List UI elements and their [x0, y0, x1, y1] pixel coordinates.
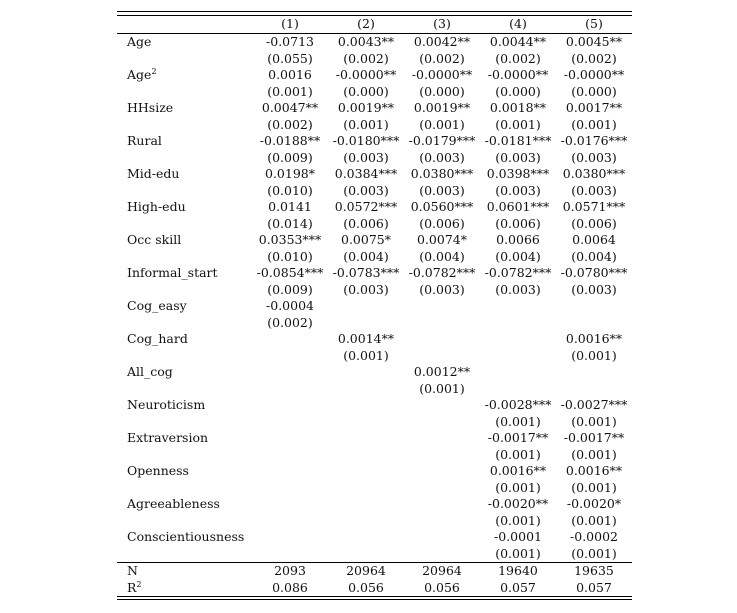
standard-error-cell: (0.003) — [571, 281, 617, 297]
coefficient-cell: 0.0014** — [337, 331, 395, 346]
variable-label — [117, 34, 252, 51]
coefficient-cell: -0.0027*** — [560, 397, 628, 412]
stat-value-cell: 19635 — [556, 563, 632, 580]
standard-error-cell: (0.002) — [343, 50, 389, 66]
coefficient-cell: -0.0180*** — [332, 133, 400, 148]
coefficient-cell: -0.0782*** — [484, 265, 552, 280]
coefficient-cell: 0.0075* — [341, 232, 391, 247]
coefficient-cell: -0.0188** — [259, 133, 321, 148]
standard-error-cell: (0.000) — [419, 83, 465, 99]
header-blank-cell — [117, 16, 252, 34]
standard-error-cell: (0.001) — [343, 347, 389, 363]
stat-value-cell: 0.056 — [348, 579, 384, 595]
coefficient-cell: -0.0000** — [487, 67, 549, 82]
coefficient-cell: -0.0000** — [411, 67, 473, 82]
coefficient-cell: 0.0018** — [489, 100, 547, 115]
standard-error-cell: (0.002) — [419, 50, 465, 66]
variable-label — [117, 331, 252, 348]
se-label-blank — [117, 348, 252, 365]
coefficient-cell: -0.0001 — [494, 529, 542, 544]
coefficient-cell: -0.0780*** — [560, 265, 628, 280]
standard-error-cell — [328, 480, 404, 497]
coefficient-cell: -0.0017** — [487, 430, 549, 445]
coefficient-cell: 0.0047** — [261, 100, 319, 115]
variable-label — [117, 199, 252, 216]
var-informal-start-coef-row — [117, 265, 632, 282]
var-hhsize-se-row — [117, 117, 632, 134]
var-agreeableness-coef-row — [117, 496, 632, 513]
coefficient-cell — [404, 529, 480, 546]
coefficient-cell — [404, 331, 480, 348]
bottom-double-rule — [117, 597, 632, 600]
var-cog-easy-coef-row — [117, 298, 632, 315]
standard-error-cell: (0.001) — [267, 83, 313, 99]
coefficient-cell: -0.0020** — [487, 496, 549, 511]
standard-error-cell: (0.003) — [495, 182, 541, 198]
standard-error-cell: (0.004) — [343, 248, 389, 264]
standard-error-cell: (0.001) — [571, 413, 617, 429]
coefficient-cell — [252, 463, 328, 480]
stat-value-cell: 20964 — [404, 563, 480, 580]
standard-error-cell — [252, 414, 328, 431]
standard-error-cell: (0.002) — [267, 314, 313, 330]
coefficient-cell — [252, 397, 328, 414]
coefficient-cell: 0.0017** — [565, 100, 623, 115]
coefficient-cell: -0.0854*** — [256, 265, 324, 280]
se-label-blank — [117, 249, 252, 266]
standard-error-cell: (0.003) — [571, 182, 617, 198]
se-label-blank — [117, 546, 252, 563]
coefficient-cell: 0.0353*** — [258, 232, 322, 247]
coefficient-cell: -0.0783*** — [332, 265, 400, 280]
coefficient-cell: -0.0713 — [266, 34, 314, 49]
standard-error-cell: (0.002) — [267, 116, 313, 132]
variable-label-text: Rural — [127, 133, 162, 148]
coefficient-cell — [404, 463, 480, 480]
var-occ-skill-se-row — [117, 249, 632, 266]
standard-error-cell: (0.001) — [571, 545, 617, 561]
variable-label-text: All_cog — [127, 364, 173, 379]
standard-error-cell — [480, 315, 556, 332]
standard-error-cell: (0.014) — [267, 215, 313, 231]
standard-error-cell — [328, 315, 404, 332]
variable-label-superscript: 2 — [151, 66, 157, 76]
coefficient-cell — [556, 298, 632, 315]
var-openness-se-row — [117, 480, 632, 497]
coefficient-cell — [328, 529, 404, 546]
variable-label — [117, 430, 252, 447]
coefficient-cell: -0.0002 — [570, 529, 618, 544]
var-rural-coef-row — [117, 133, 632, 150]
standard-error-cell — [556, 381, 632, 398]
variable-label-text: Informal_start — [127, 265, 218, 280]
standard-error-cell: (0.006) — [419, 215, 465, 231]
standard-error-cell: (0.001) — [495, 116, 541, 132]
standard-error-cell: (0.001) — [571, 479, 617, 495]
standard-error-cell: (0.010) — [267, 248, 313, 264]
stat-value-cell: 0.057 — [576, 579, 612, 595]
standard-error-cell: (0.003) — [343, 281, 389, 297]
coefficient-cell: 0.0016** — [489, 463, 547, 478]
standard-error-cell — [252, 480, 328, 497]
standard-error-cell — [252, 381, 328, 398]
coefficient-cell: 0.0141 — [268, 199, 312, 214]
coefficient-cell — [252, 364, 328, 381]
regression-table — [117, 11, 632, 600]
var-age-se-row — [117, 51, 632, 68]
stat-value-cell: 0.056 — [424, 579, 460, 595]
var-age-sq-se-row — [117, 84, 632, 101]
coefficient-cell — [328, 364, 404, 381]
standard-error-cell: (0.001) — [571, 116, 617, 132]
standard-error-cell: (0.001) — [571, 446, 617, 462]
standard-error-cell: (0.004) — [419, 248, 465, 264]
coefficient-cell — [252, 331, 328, 348]
column-header-row — [117, 16, 632, 34]
coefficient-cell — [404, 298, 480, 315]
standard-error-cell — [328, 447, 404, 464]
standard-error-cell — [404, 315, 480, 332]
standard-error-cell — [252, 447, 328, 464]
coefficient-cell: 0.0571*** — [562, 199, 626, 214]
var-occ-skill-coef-row — [117, 232, 632, 249]
stat-value-cell: 20964 — [328, 563, 404, 580]
coefficient-cell: -0.0181*** — [484, 133, 552, 148]
coefficient-cell: 0.0398*** — [486, 166, 550, 181]
standard-error-cell: (0.003) — [343, 149, 389, 165]
coefficient-cell — [480, 331, 556, 348]
var-cog-hard-coef-row — [117, 331, 632, 348]
standard-error-cell: (0.004) — [571, 248, 617, 264]
se-label-blank — [117, 117, 252, 134]
variable-label — [117, 529, 252, 546]
coefficient-cell: -0.0020* — [566, 496, 622, 511]
coefficient-cell — [404, 430, 480, 447]
variable-label — [117, 463, 252, 480]
coefficient-cell — [328, 430, 404, 447]
variable-label — [117, 67, 252, 84]
standard-error-cell — [404, 546, 480, 563]
standard-error-cell: (0.001) — [495, 512, 541, 528]
standard-error-cell: (0.001) — [495, 446, 541, 462]
var-openness-coef-row — [117, 463, 632, 480]
se-label-blank — [117, 414, 252, 431]
se-label-blank — [117, 513, 252, 530]
se-label-blank — [117, 282, 252, 299]
var-conscientiousness-se-row — [117, 546, 632, 563]
coefficient-cell — [328, 397, 404, 414]
var-rural-se-row — [117, 150, 632, 167]
stat-label — [117, 580, 252, 597]
variable-label — [117, 298, 252, 315]
standard-error-cell — [404, 513, 480, 530]
se-label-blank — [117, 480, 252, 497]
standard-error-cell: (0.006) — [495, 215, 541, 231]
stat-value-cell: 2093 — [252, 563, 328, 580]
standard-error-cell: (0.001) — [419, 380, 465, 396]
coefficient-cell: -0.0176*** — [560, 133, 628, 148]
standard-error-cell: (0.003) — [495, 149, 541, 165]
standard-error-cell: (0.009) — [267, 149, 313, 165]
standard-error-cell — [556, 315, 632, 332]
var-agreeableness-se-row — [117, 513, 632, 530]
standard-error-cell: (0.009) — [267, 281, 313, 297]
standard-error-cell — [252, 348, 328, 365]
var-informal-start-se-row — [117, 282, 632, 299]
standard-error-cell: (0.000) — [343, 83, 389, 99]
coefficient-cell — [480, 364, 556, 381]
standard-error-cell: (0.001) — [495, 545, 541, 561]
coefficient-cell: 0.0043** — [337, 34, 395, 49]
variable-label-text: Age — [127, 34, 152, 49]
var-cog-easy-se-row — [117, 315, 632, 332]
coefficient-cell: -0.0028*** — [484, 397, 552, 412]
variable-label — [117, 496, 252, 513]
coefficient-cell — [404, 496, 480, 513]
standard-error-cell: (0.001) — [419, 116, 465, 132]
standard-error-cell: (0.001) — [495, 413, 541, 429]
standard-error-cell — [480, 348, 556, 365]
coefficient-cell: -0.0017** — [563, 430, 625, 445]
standard-error-cell: (0.004) — [495, 248, 541, 264]
coefficient-cell: 0.0380*** — [562, 166, 626, 181]
se-label-blank — [117, 447, 252, 464]
var-all-cog-se-row — [117, 381, 632, 398]
standard-error-cell: (0.002) — [571, 50, 617, 66]
coefficient-cell: 0.0016 — [268, 67, 312, 82]
stat-label — [117, 563, 252, 580]
var-hhsize-coef-row — [117, 100, 632, 117]
coefficient-cell: 0.0064 — [572, 232, 616, 247]
var-high-edu-se-row — [117, 216, 632, 233]
stat-label-text: N — [127, 563, 138, 578]
coefficient-cell: 0.0045** — [565, 34, 623, 49]
stat-label-superscript: 2 — [136, 579, 142, 589]
column-header: (5) — [556, 16, 632, 34]
standard-error-cell: (0.003) — [419, 281, 465, 297]
standard-error-cell: (0.001) — [571, 512, 617, 528]
regression-table-container — [117, 11, 632, 600]
var-neuroticism-se-row — [117, 414, 632, 431]
coefficient-cell — [328, 463, 404, 480]
coefficient-cell: 0.0601*** — [486, 199, 550, 214]
variable-label — [117, 133, 252, 150]
coefficient-cell: -0.0004 — [266, 298, 314, 313]
standard-error-cell: (0.002) — [495, 50, 541, 66]
variable-label-text: Cog_easy — [127, 298, 187, 313]
standard-error-cell: (0.006) — [343, 215, 389, 231]
coefficient-cell — [328, 496, 404, 513]
coefficient-cell: 0.0019** — [337, 100, 395, 115]
standard-error-cell — [480, 381, 556, 398]
coefficient-cell: 0.0016** — [565, 463, 623, 478]
coefficient-cell — [556, 364, 632, 381]
coefficient-cell: 0.0044** — [489, 34, 547, 49]
stat-row-n — [117, 563, 632, 580]
variable-label-text: Occ skill — [127, 232, 182, 247]
variable-label-text: Openness — [127, 463, 189, 478]
stat-value-cell: 19640 — [480, 563, 556, 580]
column-header: (2) — [328, 16, 404, 34]
se-label-blank — [117, 315, 252, 332]
var-mid-edu-coef-row — [117, 166, 632, 183]
standard-error-cell — [328, 513, 404, 530]
coefficient-cell: -0.0782*** — [408, 265, 476, 280]
variable-label-text: Age — [127, 67, 152, 82]
coefficient-cell: 0.0016** — [565, 331, 623, 346]
var-conscientiousness-coef-row — [117, 529, 632, 546]
variable-label — [117, 100, 252, 117]
standard-error-cell: (0.003) — [571, 149, 617, 165]
se-label-blank — [117, 183, 252, 200]
standard-error-cell: (0.003) — [495, 281, 541, 297]
coefficient-cell — [328, 298, 404, 315]
standard-error-cell: (0.001) — [571, 347, 617, 363]
se-label-blank — [117, 381, 252, 398]
standard-error-cell — [328, 546, 404, 563]
coefficient-cell: 0.0198* — [265, 166, 315, 181]
standard-error-cell: (0.001) — [495, 479, 541, 495]
standard-error-cell: (0.003) — [419, 182, 465, 198]
standard-error-cell: (0.055) — [267, 50, 313, 66]
variable-label — [117, 265, 252, 282]
standard-error-cell: (0.000) — [571, 83, 617, 99]
variable-label-text: High-edu — [127, 199, 186, 214]
stat-label-text: R — [127, 579, 137, 595]
column-header: (4) — [480, 16, 556, 34]
var-age-coef-row — [117, 34, 632, 51]
variable-label — [117, 397, 252, 414]
coefficient-cell — [404, 397, 480, 414]
var-extraversion-coef-row — [117, 430, 632, 447]
standard-error-cell — [252, 546, 328, 563]
coefficient-cell: 0.0019** — [413, 100, 471, 115]
variable-label-text: Extraversion — [127, 430, 209, 445]
stat-row-r-sq — [117, 580, 632, 597]
coefficient-cell: 0.0066 — [496, 232, 540, 247]
standard-error-cell — [328, 381, 404, 398]
variable-label-text: Neuroticism — [127, 397, 206, 412]
standard-error-cell: (0.006) — [571, 215, 617, 231]
standard-error-cell — [404, 414, 480, 431]
var-neuroticism-coef-row — [117, 397, 632, 414]
coefficient-cell — [252, 430, 328, 447]
standard-error-cell: (0.003) — [419, 149, 465, 165]
column-header: (3) — [404, 16, 480, 34]
standard-error-cell: (0.003) — [343, 182, 389, 198]
variable-label-text: Cog_hard — [127, 331, 188, 346]
standard-error-cell — [404, 348, 480, 365]
coefficient-cell: -0.0179*** — [408, 133, 476, 148]
var-cog-hard-se-row — [117, 348, 632, 365]
variable-label-text: Agreeableness — [127, 496, 220, 511]
variable-label-text: HHsize — [127, 100, 174, 115]
coefficient-cell: 0.0560*** — [410, 199, 474, 214]
variable-label — [117, 364, 252, 381]
standard-error-cell: (0.001) — [343, 116, 389, 132]
se-label-blank — [117, 216, 252, 233]
coefficient-cell — [480, 298, 556, 315]
var-high-edu-coef-row — [117, 199, 632, 216]
var-all-cog-coef-row — [117, 364, 632, 381]
standard-error-cell: (0.000) — [495, 83, 541, 99]
coefficient-cell: -0.0000** — [563, 67, 625, 82]
variable-label — [117, 166, 252, 183]
standard-error-cell — [328, 414, 404, 431]
coefficient-cell: 0.0012** — [413, 364, 471, 379]
se-label-blank — [117, 150, 252, 167]
variable-label-text: Mid-edu — [127, 166, 180, 181]
stat-value-cell: 0.057 — [500, 579, 536, 595]
se-label-blank — [117, 51, 252, 68]
var-extraversion-se-row — [117, 447, 632, 464]
coefficient-cell: 0.0380*** — [410, 166, 474, 181]
standard-error-cell: (0.010) — [267, 182, 313, 198]
coefficient-cell — [252, 529, 328, 546]
coefficient-cell — [252, 496, 328, 513]
var-age-sq-coef-row — [117, 67, 632, 84]
coefficient-cell: 0.0042** — [413, 34, 471, 49]
variable-label-text: Conscientiousness — [127, 529, 245, 544]
column-header: (1) — [252, 16, 328, 34]
se-label-blank — [117, 84, 252, 101]
coefficient-cell: 0.0074* — [417, 232, 467, 247]
standard-error-cell — [252, 513, 328, 530]
var-mid-edu-se-row — [117, 183, 632, 200]
standard-error-cell — [404, 480, 480, 497]
stat-value-cell: 0.086 — [272, 579, 308, 595]
coefficient-cell: -0.0000** — [335, 67, 397, 82]
coefficient-cell: 0.0572*** — [334, 199, 398, 214]
variable-label — [117, 232, 252, 249]
coefficient-cell: 0.0384*** — [334, 166, 398, 181]
standard-error-cell — [404, 447, 480, 464]
